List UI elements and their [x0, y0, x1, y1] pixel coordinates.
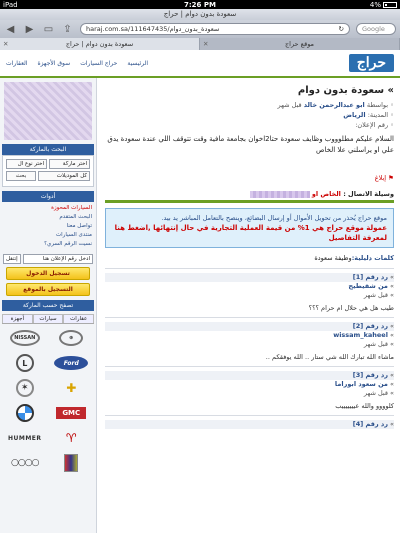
- contact-line: [105, 190, 394, 198]
- hummer-logo[interactable]: HUMMER: [7, 434, 42, 442]
- battery-icon: [383, 2, 397, 8]
- link-contact-us[interactable]: تواصل معنا: [66, 223, 92, 229]
- comment-2: [105, 317, 394, 366]
- gmc-logo[interactable]: GMC: [56, 407, 86, 419]
- comment-author[interactable]: من شقيطيح: [348, 282, 388, 290]
- contact-label: وسيلة الاتصال :: [343, 190, 394, 198]
- tab-bar: [0, 38, 400, 50]
- comment-number: » رد رقم [4]: [105, 420, 394, 429]
- search-button[interactable]: بحث: [6, 171, 36, 181]
- post-ad-number-line: ◦ رقم الإعلان:: [355, 121, 394, 129]
- audi-logo[interactable]: ○○○○: [11, 458, 39, 468]
- comment-author-line: » من شقيطيح: [348, 282, 394, 290]
- tab-haraj[interactable]: [200, 38, 400, 50]
- brand-select[interactable]: اختر ماركة: [49, 159, 90, 169]
- comment-time: قبل شهر: [363, 291, 388, 299]
- sidebar-ad-image: [4, 82, 92, 140]
- chevrolet-logo[interactable]: ✚: [66, 381, 77, 395]
- warning-notice: [105, 208, 394, 248]
- register-button[interactable]: التسجيل بالموقع: [6, 283, 90, 296]
- nav-real-estate[interactable]: العقارات: [6, 59, 28, 67]
- comment-4: [105, 415, 394, 434]
- keywords-label: كلمات دليلية:: [351, 254, 394, 262]
- keywords-line: [105, 254, 394, 262]
- contact-value: الخاص او: [311, 190, 341, 198]
- post-author[interactable]: ابو عبدالرحمن خالد: [303, 101, 365, 109]
- address-bar[interactable]: [80, 23, 350, 35]
- brand-grid: [0, 324, 96, 477]
- site-header: [0, 50, 400, 78]
- comment-time-line: » قبل شهر: [363, 291, 394, 299]
- post-city-line: ◦ المدينة: الرياض: [343, 111, 394, 119]
- comment-time: قبل شهر: [363, 389, 388, 397]
- report-label: إبلاغ: [374, 174, 387, 182]
- ad-number-form: [3, 254, 93, 264]
- main-nav: [6, 60, 148, 67]
- comment-time-line: » قبل شهر: [363, 340, 394, 348]
- brand-search-title: البحث بالماركة: [2, 144, 94, 155]
- comment-number: » رد رقم [1]: [105, 273, 394, 282]
- author-label: بواسطة: [366, 101, 389, 109]
- status-time: 7:26 PM: [184, 0, 216, 9]
- tab-label: موقع حراج: [284, 40, 315, 48]
- reload-icon[interactable]: ↻: [338, 25, 344, 33]
- bmw-logo[interactable]: [16, 404, 34, 422]
- contact-masked: [250, 191, 310, 198]
- comment-number-text[interactable]: رد رقم [2]: [352, 322, 388, 330]
- link-cars-forum[interactable]: منتدى السيارات: [55, 232, 92, 238]
- post-body: السلام عليكم مطلوووب وظايف سعودة حتا2اخوان بجامعة مافية وقت تتوقف اللي عندة سعودة يدق علي او يراسلني علا الخاص: [107, 135, 394, 154]
- city-label: المدينة:: [367, 111, 389, 119]
- tab-cars[interactable]: سيارات: [33, 314, 64, 323]
- close-tab-icon[interactable]: ✕: [3, 40, 9, 48]
- cadillac-logo[interactable]: [64, 454, 78, 472]
- post-content: [97, 78, 400, 533]
- comment-3: [105, 366, 394, 415]
- comment-1: [105, 268, 394, 317]
- notice-commission-text[interactable]: عمولة موقع حراج هي 1% من قيمة العملية التجارية في حال إنتهائها ,اضغط هنا لمعرفة التفاصيل: [114, 224, 387, 242]
- ad-number-input[interactable]: ادخل رقم الإعلان هنا: [23, 254, 93, 264]
- site-logo[interactable]: حراج: [349, 54, 394, 72]
- post-title-text: سعودة بدون دوام: [297, 85, 385, 96]
- comment-number-text[interactable]: رد رقم [3]: [352, 371, 388, 379]
- comment-number-text[interactable]: رد رقم [1]: [352, 273, 388, 281]
- comment-time: قبل شهر: [363, 340, 388, 348]
- nav-devices[interactable]: سوق الأجهزة: [37, 59, 71, 67]
- close-tab-icon[interactable]: ✕: [203, 40, 209, 48]
- battery-percent: 4%: [369, 0, 381, 9]
- comment-text: ماشاء الله تبارك الله شي ستار .. الله يوفقكم ..: [265, 353, 394, 361]
- comment-author[interactable]: من سعود ابوراما: [334, 380, 388, 388]
- login-button[interactable]: تسجيل الدخول: [6, 267, 90, 280]
- comment-author-line: » من سعود ابوراما: [334, 380, 394, 388]
- url-text: haraj.com.sa/111647435/سعودة_بدون_دوام: [86, 25, 220, 33]
- comment-text: كلوووو والله عيييييييب: [335, 402, 394, 410]
- web-page: [0, 50, 400, 533]
- share-icon[interactable]: ⇪: [63, 23, 72, 35]
- tab-devices[interactable]: أجهزة: [2, 314, 33, 323]
- nav-cars[interactable]: حراج السيارات: [80, 59, 118, 67]
- nav-home[interactable]: الرئيسية: [127, 59, 149, 67]
- comment-time-line: » قبل شهر: [363, 389, 394, 397]
- go-button[interactable]: إنتقل: [3, 254, 21, 264]
- browser-toolbar: [0, 20, 400, 38]
- tab-current[interactable]: [0, 38, 200, 50]
- comment-author-line: » wissam_kaheel: [333, 331, 394, 339]
- ad-number-label: رقم الإعلان:: [355, 121, 389, 129]
- type-select[interactable]: اختر نوع ال: [6, 159, 47, 169]
- bookmarks-icon[interactable]: ▭: [43, 23, 54, 35]
- brand-tabs: [2, 314, 94, 324]
- model-select[interactable]: كل الموديلات: [38, 171, 90, 181]
- comment-text: طيب هل هي حلال ام حرام ؟؟؟: [308, 304, 394, 312]
- report-link[interactable]: ⚑ إبلاغ: [374, 174, 394, 182]
- link-booked-cars[interactable]: السيارات المحوزة: [51, 205, 92, 211]
- toyota-logo[interactable]: ⊕: [59, 330, 83, 346]
- post-author-line: ◦ بواسطة ابو عبدالرحمن خالد قبل شهر: [277, 101, 394, 109]
- brand-search-box: [2, 155, 94, 187]
- post-time: قبل شهر: [277, 101, 302, 109]
- keywords-value[interactable]: وظيفة سعودة: [314, 254, 352, 262]
- contact-divider: [105, 200, 394, 203]
- link-advanced-search[interactable]: البحث المتقدم: [59, 214, 92, 220]
- post-city[interactable]: الرياض: [343, 111, 366, 119]
- mercedes-logo[interactable]: ✶: [16, 379, 34, 397]
- device-name: iPad: [3, 0, 18, 9]
- post-title: » سعودة بدون دوام: [297, 85, 394, 96]
- notice-warning-text: موقع حراج يُحذر من تحويل الأموال أو إرسال البضائع، وينصح بالتعامل المباشر يد بيد.: [161, 214, 387, 222]
- browse-brands-title: تصفح حسب الماركة: [2, 300, 94, 311]
- tab-label: سعودة بدون دوام | حراج: [65, 40, 134, 48]
- sidebar: [0, 78, 97, 533]
- dodge-logo[interactable]: ♈: [65, 431, 77, 445]
- search-field[interactable]: Google: [356, 23, 396, 35]
- nissan-logo[interactable]: NISSAN: [10, 330, 40, 346]
- comment-author[interactable]: wissam_kaheel: [333, 331, 388, 339]
- ford-logo[interactable]: Ford: [54, 356, 88, 370]
- link-forgot-password[interactable]: نسيت الرقم السري؟: [44, 241, 92, 247]
- tools-links: [0, 202, 96, 251]
- comment-number-text[interactable]: رد رقم [4]: [352, 420, 388, 428]
- tab-real-estate[interactable]: عقارات: [63, 314, 94, 323]
- tools-title: أدوات: [2, 191, 94, 202]
- comment-number: » رد رقم [3]: [105, 371, 394, 380]
- status-bar: [0, 0, 400, 9]
- forward-icon[interactable]: ▶: [25, 23, 34, 35]
- browser-title: سعودة بدون دوام | حراج: [0, 9, 400, 20]
- comment-number: » رد رقم [2]: [105, 322, 394, 331]
- lexus-logo[interactable]: L: [16, 354, 34, 372]
- back-icon[interactable]: ◀: [6, 23, 15, 35]
- post-meta: [105, 100, 394, 130]
